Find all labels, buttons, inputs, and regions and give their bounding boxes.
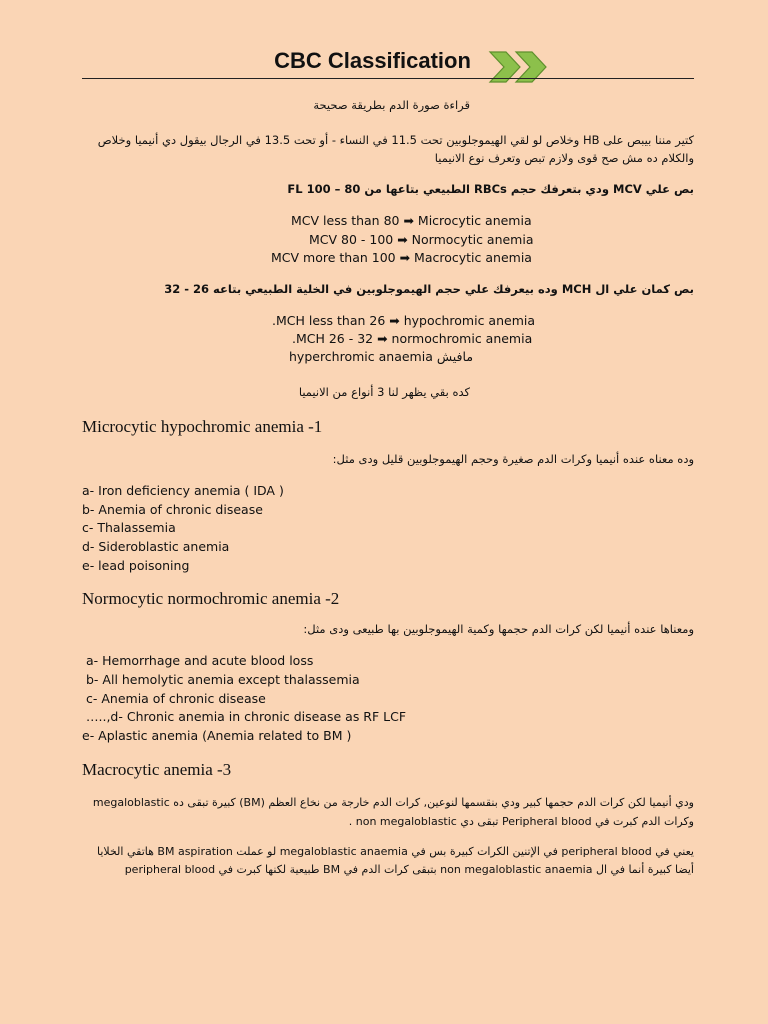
section-3-para-1-line-1: ودي أنيميا لكن كرات الدم حجمها كبير ودي بنقسمها لنوعين, كرات الدم خارجة من نخاع العظم (BM) كبيرة تبقى ده megaloblastic	[92, 796, 694, 809]
section-2-desc: ومعناها عنده أنيميا لكن كرات الدم حجمها وكمية الهيموجلوبين بها طبيعى ودى مثل:	[303, 622, 694, 636]
subtitle: قراءة صورة الدم بطريقة صحيحة	[313, 98, 470, 112]
list-item: …..,d- Chronic anemia in chronic disease as RF LCF	[86, 709, 407, 724]
three-types-note: كده بقي يظهر لنا 3 أنواع من الانيميا	[298, 385, 470, 399]
section-3-heading: Macrocytic anemia -3	[82, 760, 232, 779]
section-1-desc: وده معناه عنده أنيميا وكرات الدم صغيرة وحجم الهيموجلوبين قليل ودى مثل:	[332, 452, 694, 466]
title-underline	[82, 78, 694, 79]
mcv-heading: بص علي MCV ودي بتعرفك حجم RBCs الطبيعي بتاعها من 80 – 100 FL	[287, 182, 694, 196]
list-item: b- All hemolytic anemia except thalassemia	[86, 672, 360, 687]
list-item: a- Hemorrhage and acute blood loss	[86, 653, 314, 668]
mcv-rule: MCV less than 80 ➡ Microcytic anemia	[291, 213, 532, 228]
list-item: e- lead poisoning	[82, 558, 190, 573]
list-item: d- Sideroblastic anemia	[82, 539, 230, 554]
intro-line-2: والكلام ده مش صح قوى ولازم تبص وتعرف نوع الانيميا	[434, 151, 694, 165]
mch-rule: .MCH less than 26 ➡ hypochromic anemia	[272, 313, 536, 328]
section-2-heading: Normocytic normochromic anemia -2	[82, 589, 340, 608]
mch-heading: بص كمان علي ال MCH وده بيعرفك علي حجم الهيموجلوبين في الخلية الطبيعي بتاعه 26 - 32	[164, 282, 694, 296]
mcv-rule: MCV 80 - 100 ➡ Normocytic anemia	[309, 232, 534, 247]
section-3-para-1-line-2: وكرات الدم كبرت في Peripheral blood تبقى دي non megaloblastic .	[348, 815, 694, 828]
section-3-para-2-line-1: يعني في peripheral blood في الإتنين الكرات كبيرة بس في megaloblastic anaemia لو عملت BM aspiration هاتقي الخلايا	[96, 845, 694, 858]
section-1-heading: Microcytic hypochromic anemia -1	[82, 417, 323, 436]
intro-line-1: كتير مننا بيبص على HB وخلاص لو لقي الهيموجلوبين تحت 11.5 في النساء - أو تحت 13.5 في الرجال بيقول دي أنيميا وخلاص	[97, 133, 694, 147]
mcv-rule: MCV more than 100 ➡ Macrocytic anemia	[271, 250, 532, 265]
page-title: CBC Classification	[274, 48, 471, 73]
list-item: e- Aplastic anemia (Anemia related to BM )	[82, 728, 352, 743]
list-item: b- Anemia of chronic disease	[82, 502, 263, 517]
mch-rule: hyperchromic anaemia مافيش	[289, 349, 474, 364]
list-item: c- Thalassemia	[82, 520, 176, 535]
mch-rule: .MCH 26 - 32 ➡ normochromic anemia	[292, 331, 533, 346]
list-item: a- Iron deficiency anemia ( IDA )	[82, 483, 284, 498]
list-item: c- Anemia of chronic disease	[86, 691, 266, 706]
section-3-para-2-line-2: أيضا كبيرة أنما في ال non megaloblastic anaemia بتبقى كرات الدم في BM طبيعية لكنها كبرت في peripheral blood	[124, 863, 694, 876]
